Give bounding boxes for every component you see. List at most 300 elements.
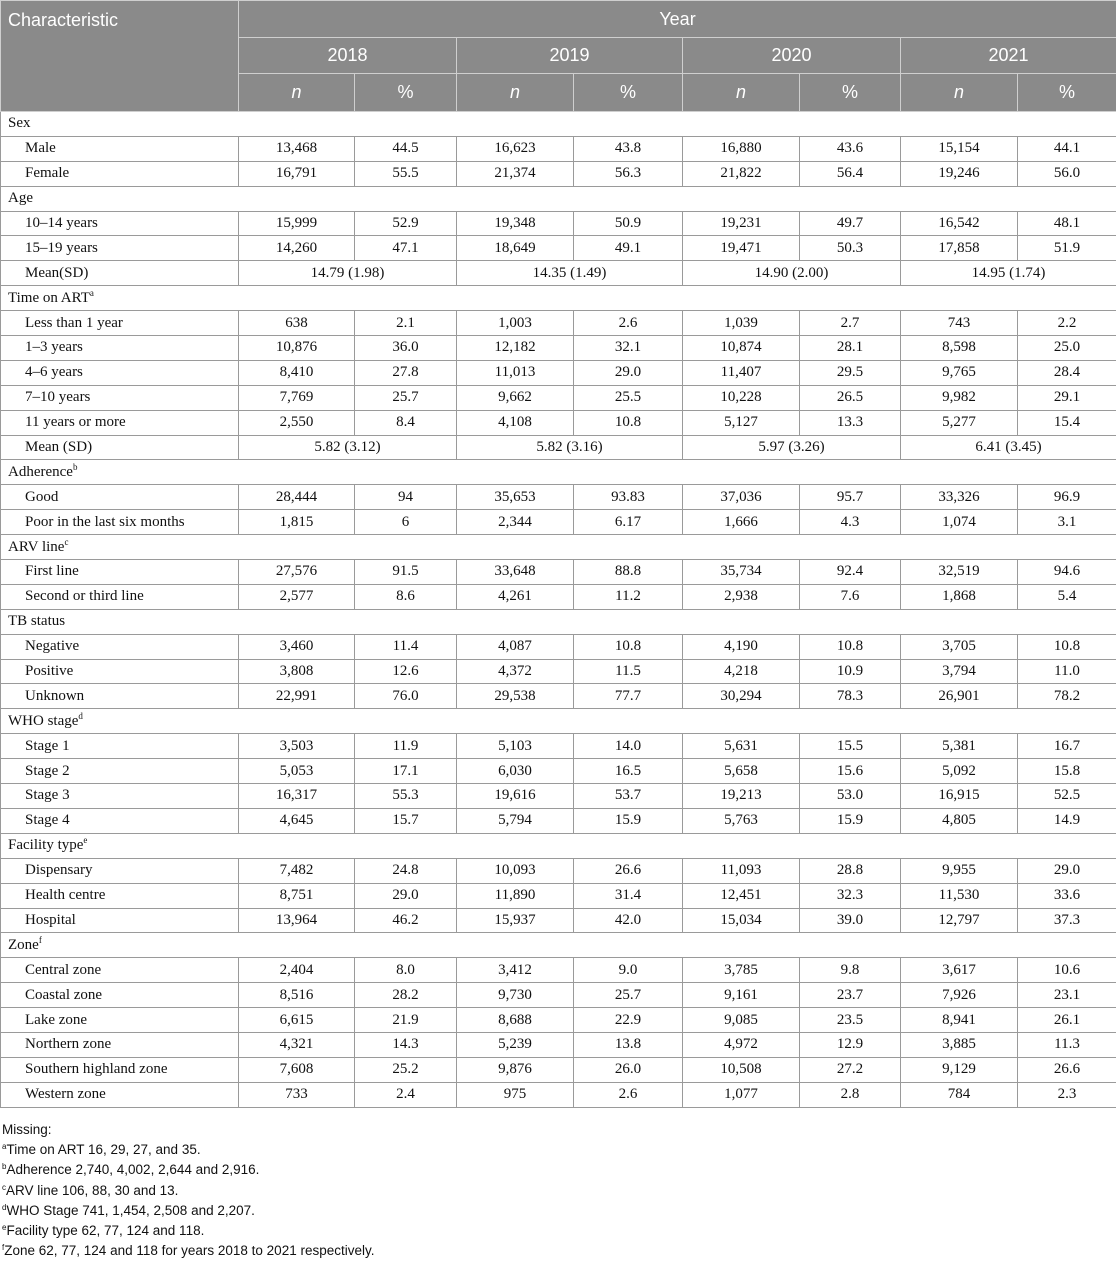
percent-cell: 49.1 bbox=[574, 236, 683, 261]
percent-cell: 12.6 bbox=[355, 659, 457, 684]
row-label: 4–6 years bbox=[1, 360, 239, 385]
n-cell: 19,616 bbox=[457, 784, 574, 809]
percent-header: % bbox=[574, 74, 683, 112]
n-cell: 4,321 bbox=[239, 1032, 355, 1057]
row-label: Southern highland zone bbox=[1, 1057, 239, 1082]
percent-header: % bbox=[355, 74, 457, 112]
n-cell: 2,404 bbox=[239, 958, 355, 983]
n-cell: 8,688 bbox=[457, 1008, 574, 1033]
n-cell: 11,093 bbox=[683, 858, 800, 883]
row-label: Stage 4 bbox=[1, 808, 239, 833]
percent-cell: 10.8 bbox=[1018, 634, 1116, 659]
section-title-text: Time on ART bbox=[8, 290, 90, 306]
percent-cell: 94 bbox=[355, 485, 457, 510]
row-label: Positive bbox=[1, 659, 239, 684]
percent-cell: 10.8 bbox=[574, 410, 683, 435]
row-label: Northern zone bbox=[1, 1032, 239, 1057]
section-row bbox=[1, 709, 1116, 734]
percent-cell: 25.0 bbox=[1018, 336, 1116, 361]
row-label: Male bbox=[1, 136, 239, 161]
n-cell: 19,231 bbox=[683, 211, 800, 236]
percent-cell: 6.17 bbox=[574, 510, 683, 535]
n-cell: 8,516 bbox=[239, 983, 355, 1008]
row-label: Poor in the last six months bbox=[1, 510, 239, 535]
n-cell: 743 bbox=[901, 311, 1018, 336]
n-header: n bbox=[683, 74, 800, 112]
n-header: n bbox=[239, 74, 355, 112]
n-cell: 1,815 bbox=[239, 510, 355, 535]
percent-cell: 96.9 bbox=[1018, 485, 1116, 510]
n-cell: 10,508 bbox=[683, 1057, 800, 1082]
n-cell: 35,734 bbox=[683, 560, 800, 585]
n-cell: 4,218 bbox=[683, 659, 800, 684]
footnote-text: Facility type 62, 77, 124 and 118. bbox=[6, 1223, 204, 1238]
row-label: 15–19 years bbox=[1, 236, 239, 261]
n-cell: 19,246 bbox=[901, 161, 1018, 186]
n-cell: 33,648 bbox=[457, 560, 574, 585]
row-label: Lake zone bbox=[1, 1008, 239, 1033]
footnote bbox=[2, 1181, 1116, 1201]
percent-cell: 76.0 bbox=[355, 684, 457, 709]
n-cell: 3,617 bbox=[901, 958, 1018, 983]
n-cell: 3,460 bbox=[239, 634, 355, 659]
footnote-text: WHO Stage 741, 1,454, 2,508 and 2,207. bbox=[6, 1203, 254, 1218]
n-cell: 8,941 bbox=[901, 1008, 1018, 1033]
percent-cell: 2.7 bbox=[800, 311, 901, 336]
n-cell: 733 bbox=[239, 1082, 355, 1107]
n-cell: 1,666 bbox=[683, 510, 800, 535]
n-cell: 784 bbox=[901, 1082, 1018, 1107]
percent-cell: 28.4 bbox=[1018, 360, 1116, 385]
percent-cell: 3.1 bbox=[1018, 510, 1116, 535]
n-cell: 4,108 bbox=[457, 410, 574, 435]
section-row bbox=[1, 933, 1116, 958]
table-row bbox=[1, 584, 1116, 609]
row-label: Negative bbox=[1, 634, 239, 659]
percent-cell: 24.8 bbox=[355, 858, 457, 883]
percent-cell: 29.0 bbox=[355, 883, 457, 908]
n-cell: 5,127 bbox=[683, 410, 800, 435]
table-row bbox=[1, 808, 1116, 833]
section-row bbox=[1, 535, 1116, 560]
percent-cell: 14.0 bbox=[574, 734, 683, 759]
percent-cell: 2.6 bbox=[574, 1082, 683, 1107]
n-cell: 5,794 bbox=[457, 808, 574, 833]
percent-cell: 27.2 bbox=[800, 1057, 901, 1082]
n-cell: 9,982 bbox=[901, 385, 1018, 410]
table-row bbox=[1, 211, 1116, 236]
n-cell: 16,915 bbox=[901, 784, 1018, 809]
section-row bbox=[1, 833, 1116, 858]
percent-cell: 44.1 bbox=[1018, 136, 1116, 161]
row-label: First line bbox=[1, 560, 239, 585]
n-cell: 2,550 bbox=[239, 410, 355, 435]
percent-cell: 53.0 bbox=[800, 784, 901, 809]
percent-cell: 29.0 bbox=[1018, 858, 1116, 883]
n-cell: 4,645 bbox=[239, 808, 355, 833]
percent-cell: 92.4 bbox=[800, 560, 901, 585]
n-cell: 9,765 bbox=[901, 360, 1018, 385]
n-header: n bbox=[901, 74, 1018, 112]
n-cell: 3,785 bbox=[683, 958, 800, 983]
row-label: Western zone bbox=[1, 1082, 239, 1107]
percent-cell: 93.83 bbox=[574, 485, 683, 510]
table-row bbox=[1, 759, 1116, 784]
footnote-marker: c bbox=[64, 537, 68, 547]
percent-cell: 43.8 bbox=[574, 136, 683, 161]
footnote-list bbox=[2, 1140, 1116, 1262]
table-row bbox=[1, 136, 1116, 161]
mean-sd-cell: 5.82 (3.12) bbox=[239, 435, 457, 460]
footnote bbox=[2, 1160, 1116, 1180]
percent-cell: 50.9 bbox=[574, 211, 683, 236]
percent-cell: 15.5 bbox=[800, 734, 901, 759]
percent-cell: 43.6 bbox=[800, 136, 901, 161]
percent-cell: 13.8 bbox=[574, 1032, 683, 1057]
row-label: 1–3 years bbox=[1, 336, 239, 361]
footnote-marker: a bbox=[90, 288, 94, 298]
n-cell: 16,791 bbox=[239, 161, 355, 186]
percent-cell: 9.0 bbox=[574, 958, 683, 983]
percent-cell: 37.3 bbox=[1018, 908, 1116, 933]
percent-cell: 14.3 bbox=[355, 1032, 457, 1057]
row-label: 7–10 years bbox=[1, 385, 239, 410]
percent-cell: 77.7 bbox=[574, 684, 683, 709]
n-cell: 21,374 bbox=[457, 161, 574, 186]
percent-cell: 52.9 bbox=[355, 211, 457, 236]
percent-cell: 11.4 bbox=[355, 634, 457, 659]
section-title-text: WHO stage bbox=[8, 713, 78, 729]
percent-cell: 78.2 bbox=[1018, 684, 1116, 709]
percent-cell: 26.5 bbox=[800, 385, 901, 410]
n-cell: 15,154 bbox=[901, 136, 1018, 161]
footnote bbox=[2, 1241, 1116, 1261]
percent-cell: 16.5 bbox=[574, 759, 683, 784]
table-row bbox=[1, 560, 1116, 585]
n-cell: 16,880 bbox=[683, 136, 800, 161]
n-cell: 27,576 bbox=[239, 560, 355, 585]
n-cell: 21,822 bbox=[683, 161, 800, 186]
footnote-marker: f bbox=[39, 935, 42, 945]
percent-cell: 14.9 bbox=[1018, 808, 1116, 833]
percent-cell: 36.0 bbox=[355, 336, 457, 361]
year-header: Year bbox=[239, 1, 1116, 38]
percent-cell: 94.6 bbox=[1018, 560, 1116, 585]
n-cell: 1,003 bbox=[457, 311, 574, 336]
percent-cell: 32.3 bbox=[800, 883, 901, 908]
percent-cell: 17.1 bbox=[355, 759, 457, 784]
footnote-marker: f bbox=[2, 1243, 4, 1252]
percent-header: % bbox=[800, 74, 901, 112]
n-cell: 32,519 bbox=[901, 560, 1018, 585]
table-row bbox=[1, 908, 1116, 933]
row-label: Hospital bbox=[1, 908, 239, 933]
section-row bbox=[1, 112, 1116, 137]
percent-cell: 33.6 bbox=[1018, 883, 1116, 908]
percent-cell: 2.2 bbox=[1018, 311, 1116, 336]
percent-cell: 56.3 bbox=[574, 161, 683, 186]
percent-cell: 29.5 bbox=[800, 360, 901, 385]
n-cell: 9,161 bbox=[683, 983, 800, 1008]
section-title bbox=[1, 609, 1116, 634]
n-cell: 37,036 bbox=[683, 485, 800, 510]
percent-cell: 29.1 bbox=[1018, 385, 1116, 410]
n-cell: 11,407 bbox=[683, 360, 800, 385]
n-cell: 2,577 bbox=[239, 584, 355, 609]
n-cell: 8,751 bbox=[239, 883, 355, 908]
section-title-text: Adherence bbox=[8, 464, 73, 480]
section-title bbox=[1, 286, 1116, 311]
percent-cell: 25.5 bbox=[574, 385, 683, 410]
n-cell: 22,991 bbox=[239, 684, 355, 709]
n-cell: 10,093 bbox=[457, 858, 574, 883]
percent-cell: 91.5 bbox=[355, 560, 457, 585]
n-cell: 1,074 bbox=[901, 510, 1018, 535]
n-cell: 26,901 bbox=[901, 684, 1018, 709]
percent-cell: 2.4 bbox=[355, 1082, 457, 1107]
percent-cell: 10.8 bbox=[800, 634, 901, 659]
footnote-marker: e bbox=[83, 835, 87, 845]
section-title-text: TB status bbox=[8, 613, 65, 629]
n-cell: 5,092 bbox=[901, 759, 1018, 784]
n-cell: 5,381 bbox=[901, 734, 1018, 759]
table-row bbox=[1, 784, 1116, 809]
n-cell: 3,808 bbox=[239, 659, 355, 684]
table-row bbox=[1, 261, 1116, 286]
table-row bbox=[1, 983, 1116, 1008]
n-cell: 9,662 bbox=[457, 385, 574, 410]
n-cell: 5,631 bbox=[683, 734, 800, 759]
mean-sd-cell: 5.82 (3.16) bbox=[457, 435, 683, 460]
table-row bbox=[1, 684, 1116, 709]
n-cell: 4,261 bbox=[457, 584, 574, 609]
section-title bbox=[1, 186, 1116, 211]
n-cell: 30,294 bbox=[683, 684, 800, 709]
n-cell: 2,344 bbox=[457, 510, 574, 535]
section-row bbox=[1, 609, 1116, 634]
percent-cell: 8.6 bbox=[355, 584, 457, 609]
table-row bbox=[1, 161, 1116, 186]
row-label: Stage 2 bbox=[1, 759, 239, 784]
n-cell: 14,260 bbox=[239, 236, 355, 261]
mean-sd-cell: 6.41 (3.45) bbox=[901, 435, 1116, 460]
n-cell: 8,598 bbox=[901, 336, 1018, 361]
n-cell: 3,794 bbox=[901, 659, 1018, 684]
n-cell: 16,623 bbox=[457, 136, 574, 161]
percent-cell: 2.6 bbox=[574, 311, 683, 336]
n-cell: 4,087 bbox=[457, 634, 574, 659]
section-title bbox=[1, 535, 1116, 560]
section-title-text: Facility type bbox=[8, 837, 83, 853]
percent-cell: 56.4 bbox=[800, 161, 901, 186]
percent-cell: 10.6 bbox=[1018, 958, 1116, 983]
percent-cell: 23.5 bbox=[800, 1008, 901, 1033]
percent-cell: 15.9 bbox=[574, 808, 683, 833]
row-label: Mean (SD) bbox=[1, 435, 239, 460]
n-cell: 638 bbox=[239, 311, 355, 336]
section-title bbox=[1, 460, 1116, 485]
n-cell: 33,326 bbox=[901, 485, 1018, 510]
footnote-marker: b bbox=[73, 462, 78, 472]
n-cell: 3,503 bbox=[239, 734, 355, 759]
n-cell: 5,763 bbox=[683, 808, 800, 833]
section-row bbox=[1, 286, 1116, 311]
table-row bbox=[1, 634, 1116, 659]
percent-cell: 13.3 bbox=[800, 410, 901, 435]
mean-sd-cell: 14.79 (1.98) bbox=[239, 261, 457, 286]
percent-cell: 46.2 bbox=[355, 908, 457, 933]
percent-cell: 26.6 bbox=[574, 858, 683, 883]
mean-sd-cell: 14.35 (1.49) bbox=[457, 261, 683, 286]
row-label: Mean(SD) bbox=[1, 261, 239, 286]
percent-cell: 55.3 bbox=[355, 784, 457, 809]
n-cell: 5,239 bbox=[457, 1032, 574, 1057]
n-cell: 16,317 bbox=[239, 784, 355, 809]
n-cell: 5,658 bbox=[683, 759, 800, 784]
section-title bbox=[1, 933, 1116, 958]
table-row bbox=[1, 311, 1116, 336]
n-cell: 9,955 bbox=[901, 858, 1018, 883]
row-label: Dispensary bbox=[1, 858, 239, 883]
footnote-marker: b bbox=[2, 1162, 6, 1171]
table-row bbox=[1, 883, 1116, 908]
n-cell: 13,964 bbox=[239, 908, 355, 933]
percent-cell: 52.5 bbox=[1018, 784, 1116, 809]
footnote-heading: Missing: bbox=[2, 1120, 1116, 1140]
percent-cell: 78.3 bbox=[800, 684, 901, 709]
percent-cell: 15.7 bbox=[355, 808, 457, 833]
footnote-text: Adherence 2,740, 4,002, 2,644 and 2,916. bbox=[6, 1162, 259, 1177]
n-cell: 6,030 bbox=[457, 759, 574, 784]
n-cell: 1,039 bbox=[683, 311, 800, 336]
n-cell: 11,013 bbox=[457, 360, 574, 385]
table-row bbox=[1, 360, 1116, 385]
year-2018-header: 2018 bbox=[239, 38, 457, 74]
n-cell: 1,868 bbox=[901, 584, 1018, 609]
n-cell: 1,077 bbox=[683, 1082, 800, 1107]
n-cell: 8,410 bbox=[239, 360, 355, 385]
n-cell: 19,348 bbox=[457, 211, 574, 236]
n-cell: 12,182 bbox=[457, 336, 574, 361]
row-label: 11 years or more bbox=[1, 410, 239, 435]
n-cell: 9,730 bbox=[457, 983, 574, 1008]
percent-cell: 15.4 bbox=[1018, 410, 1116, 435]
footnote-marker: d bbox=[78, 711, 83, 721]
percent-cell: 2.1 bbox=[355, 311, 457, 336]
n-cell: 975 bbox=[457, 1082, 574, 1107]
percent-cell: 44.5 bbox=[355, 136, 457, 161]
n-cell: 12,451 bbox=[683, 883, 800, 908]
n-cell: 2,938 bbox=[683, 584, 800, 609]
n-cell: 9,876 bbox=[457, 1057, 574, 1082]
row-label: 10–14 years bbox=[1, 211, 239, 236]
percent-cell: 25.7 bbox=[355, 385, 457, 410]
n-cell: 17,858 bbox=[901, 236, 1018, 261]
row-label: Central zone bbox=[1, 958, 239, 983]
section-row bbox=[1, 460, 1116, 485]
percent-cell: 2.8 bbox=[800, 1082, 901, 1107]
year-2021-header: 2021 bbox=[901, 38, 1116, 74]
n-cell: 5,103 bbox=[457, 734, 574, 759]
n-cell: 15,937 bbox=[457, 908, 574, 933]
n-cell: 4,372 bbox=[457, 659, 574, 684]
mean-sd-cell: 14.95 (1.74) bbox=[901, 261, 1116, 286]
footnote-text: Zone 62, 77, 124 and 118 for years 2018 to 2021 respectively. bbox=[4, 1243, 374, 1258]
percent-cell: 11.2 bbox=[574, 584, 683, 609]
percent-cell: 9.8 bbox=[800, 958, 901, 983]
n-cell: 10,228 bbox=[683, 385, 800, 410]
mean-sd-cell: 5.97 (3.26) bbox=[683, 435, 901, 460]
percent-cell: 23.1 bbox=[1018, 983, 1116, 1008]
table-row bbox=[1, 1008, 1116, 1033]
percent-cell: 12.9 bbox=[800, 1032, 901, 1057]
n-cell: 11,530 bbox=[901, 883, 1018, 908]
row-label: Less than 1 year bbox=[1, 311, 239, 336]
row-label: Good bbox=[1, 485, 239, 510]
n-header: n bbox=[457, 74, 574, 112]
section-title-text: Zone bbox=[8, 937, 39, 953]
percent-cell: 51.9 bbox=[1018, 236, 1116, 261]
row-label: Stage 1 bbox=[1, 734, 239, 759]
percent-cell: 27.8 bbox=[355, 360, 457, 385]
n-cell: 35,653 bbox=[457, 485, 574, 510]
table-row bbox=[1, 734, 1116, 759]
mean-sd-cell: 14.90 (2.00) bbox=[683, 261, 901, 286]
percent-cell: 29.0 bbox=[574, 360, 683, 385]
row-label: Female bbox=[1, 161, 239, 186]
table-row bbox=[1, 858, 1116, 883]
percent-cell: 21.9 bbox=[355, 1008, 457, 1033]
footnote bbox=[2, 1140, 1116, 1160]
row-label: Second or third line bbox=[1, 584, 239, 609]
percent-cell: 53.7 bbox=[574, 784, 683, 809]
n-cell: 9,129 bbox=[901, 1057, 1018, 1082]
characteristic-header: Characteristic bbox=[1, 1, 239, 112]
percent-cell: 11.5 bbox=[574, 659, 683, 684]
section-title-text: ARV line bbox=[8, 539, 64, 555]
percent-cell: 56.0 bbox=[1018, 161, 1116, 186]
n-cell: 4,972 bbox=[683, 1032, 800, 1057]
percent-cell: 11.9 bbox=[355, 734, 457, 759]
table-row bbox=[1, 410, 1116, 435]
percent-cell: 28.1 bbox=[800, 336, 901, 361]
table-row bbox=[1, 435, 1116, 460]
percent-cell: 28.8 bbox=[800, 858, 901, 883]
percent-cell: 25.2 bbox=[355, 1057, 457, 1082]
year-2019-header: 2019 bbox=[457, 38, 683, 74]
table-row bbox=[1, 336, 1116, 361]
n-cell: 9,085 bbox=[683, 1008, 800, 1033]
section-title-text: Age bbox=[8, 190, 33, 206]
percent-cell: 23.7 bbox=[800, 983, 901, 1008]
footnote-marker: a bbox=[2, 1142, 6, 1151]
n-cell: 7,926 bbox=[901, 983, 1018, 1008]
n-cell: 16,542 bbox=[901, 211, 1018, 236]
footnote-text: ARV line 106, 88, 30 and 13. bbox=[6, 1183, 178, 1198]
n-cell: 12,797 bbox=[901, 908, 1018, 933]
table-row bbox=[1, 236, 1116, 261]
table-footnotes bbox=[0, 1108, 1116, 1262]
section-title bbox=[1, 709, 1116, 734]
n-cell: 3,705 bbox=[901, 634, 1018, 659]
n-cell: 10,874 bbox=[683, 336, 800, 361]
percent-cell: 25.7 bbox=[574, 983, 683, 1008]
n-cell: 5,277 bbox=[901, 410, 1018, 435]
n-cell: 4,805 bbox=[901, 808, 1018, 833]
table-row bbox=[1, 510, 1116, 535]
percent-cell: 28.2 bbox=[355, 983, 457, 1008]
n-cell: 7,482 bbox=[239, 858, 355, 883]
